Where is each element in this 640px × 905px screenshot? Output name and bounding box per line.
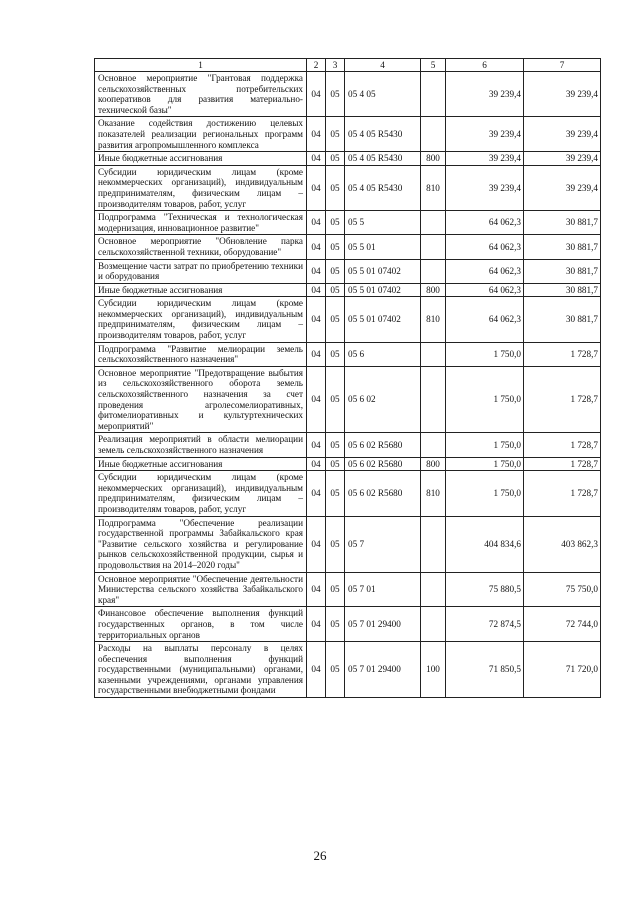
row-name: Иные бюджетные ассигнования (95, 457, 307, 471)
cell-col-3: 05 (326, 283, 345, 297)
cell-expense-type (421, 211, 446, 235)
cell-expense-type (421, 117, 446, 152)
cell-col-3: 05 (326, 211, 345, 235)
cell-amount-actual: 1 728,7 (524, 457, 601, 471)
table-row (95, 297, 601, 342)
header-col-5: 5 (421, 59, 446, 72)
cell-col-2: 04 (307, 607, 326, 642)
cell-col-2: 04 (307, 235, 326, 259)
cell-amount-actual: 403 862,3 (524, 516, 601, 572)
cell-target-code: 05 5 01 07402 (345, 259, 421, 283)
cell-col-3: 05 (326, 152, 345, 166)
header-col-6: 6 (446, 59, 524, 72)
cell-amount-actual: 30 881,7 (524, 211, 601, 235)
cell-col-3: 05 (326, 72, 345, 117)
cell-target-code: 05 7 01 29400 (345, 642, 421, 698)
cell-expense-type: 810 (421, 165, 446, 210)
row-name: Иные бюджетные ассигнования (95, 283, 307, 297)
table-row (95, 235, 601, 259)
cell-expense-type: 810 (421, 297, 446, 342)
row-name: Субсидии юридическим лицам (кроме некоммерческих организаций), индивидуальным предпринимателям, физическим лицам – производителям товаров, работ, услуг (95, 471, 307, 516)
cell-amount-plan: 64 062,3 (446, 259, 524, 283)
table-header-row (95, 59, 601, 72)
cell-amount-plan: 1 750,0 (446, 342, 524, 366)
cell-col-2: 04 (307, 259, 326, 283)
cell-target-code: 05 5 01 (345, 235, 421, 259)
table-row (95, 152, 601, 166)
table-row (95, 516, 601, 572)
header-col-4: 4 (345, 59, 421, 72)
cell-target-code: 05 4 05 R5430 (345, 165, 421, 210)
cell-col-3: 05 (326, 572, 345, 607)
cell-expense-type (421, 516, 446, 572)
cell-target-code: 05 5 01 07402 (345, 297, 421, 342)
cell-amount-actual: 72 744,0 (524, 607, 601, 642)
cell-col-2: 04 (307, 471, 326, 516)
cell-expense-type (421, 259, 446, 283)
cell-amount-actual: 30 881,7 (524, 235, 601, 259)
cell-col-3: 05 (326, 457, 345, 471)
cell-col-3: 05 (326, 516, 345, 572)
cell-expense-type (421, 366, 446, 433)
cell-amount-actual: 39 239,4 (524, 152, 601, 166)
cell-amount-plan: 75 880,5 (446, 572, 524, 607)
cell-col-3: 05 (326, 259, 345, 283)
table-row (95, 642, 601, 698)
row-name: Основное мероприятие "Предотвращение выбытия из сельскохозяйственного оборота земель сельскохозяйственного назначения за счет проведения агролесомелиоративных, фитомелиоративных и культуртехнических мероприятий" (95, 366, 307, 433)
cell-col-2: 04 (307, 283, 326, 297)
cell-col-2: 04 (307, 297, 326, 342)
header-col-1: 1 (95, 59, 307, 72)
cell-amount-actual: 1 728,7 (524, 366, 601, 433)
cell-target-code: 05 4 05 R5430 (345, 152, 421, 166)
row-name: Субсидии юридическим лицам (кроме некоммерческих организаций), индивидуальным предпринимателям, физическим лицам – производителям товаров, работ, услуг (95, 297, 307, 342)
cell-amount-plan: 71 850,5 (446, 642, 524, 698)
cell-expense-type (421, 607, 446, 642)
table-row (95, 471, 601, 516)
cell-col-2: 04 (307, 211, 326, 235)
cell-amount-plan: 64 062,3 (446, 211, 524, 235)
cell-amount-actual: 39 239,4 (524, 165, 601, 210)
table-row (95, 283, 601, 297)
cell-expense-type (421, 572, 446, 607)
cell-col-3: 05 (326, 366, 345, 433)
cell-col-2: 04 (307, 366, 326, 433)
cell-col-3: 05 (326, 433, 345, 457)
cell-col-3: 05 (326, 471, 345, 516)
row-name: Возмещение части затрат по приобретению техники и оборудования (95, 259, 307, 283)
cell-expense-type (421, 235, 446, 259)
cell-amount-actual: 1 728,7 (524, 342, 601, 366)
header-col-2: 2 (307, 59, 326, 72)
cell-col-2: 04 (307, 642, 326, 698)
cell-target-code: 05 7 01 29400 (345, 607, 421, 642)
row-name: Подпрограмма "Развитие мелиорации земель сельскохозяйственного назначения" (95, 342, 307, 366)
cell-target-code: 05 7 01 (345, 572, 421, 607)
table-row (95, 457, 601, 471)
cell-col-2: 04 (307, 72, 326, 117)
row-name: Расходы на выплаты персоналу в целях обеспечения выполнения функций государственными (муниципальными) органами, казенными учреждениями, органами управления государственными внебюджетными фондами (95, 642, 307, 698)
cell-col-3: 05 (326, 642, 345, 698)
document-page (94, 58, 600, 698)
cell-col-2: 04 (307, 342, 326, 366)
row-name: Иные бюджетные ассигнования (95, 152, 307, 166)
cell-amount-plan: 1 750,0 (446, 433, 524, 457)
cell-target-code: 05 5 (345, 211, 421, 235)
table-row (95, 607, 601, 642)
cell-target-code: 05 4 05 (345, 72, 421, 117)
row-name: Основное мероприятие "Обновление парка сельскохозяйственной техники, оборудование" (95, 235, 307, 259)
row-name: Подпрограмма "Обеспечение реализации государственной программы Забайкальского края "Развитие сельского хозяйства и регулирование рынков сельскохозяйственной продукции, сырья и продовольствия на 2014–2020 годы" (95, 516, 307, 572)
cell-amount-actual: 39 239,4 (524, 72, 601, 117)
cell-col-2: 04 (307, 572, 326, 607)
row-name: Основное мероприятие "Обеспечение деятельности Министерства сельского хозяйства Забайкальского края" (95, 572, 307, 607)
cell-expense-type: 800 (421, 152, 446, 166)
cell-amount-actual: 71 720,0 (524, 642, 601, 698)
cell-col-2: 04 (307, 165, 326, 210)
cell-target-code: 05 6 02 R5680 (345, 433, 421, 457)
cell-col-3: 05 (326, 297, 345, 342)
cell-amount-plan: 404 834,6 (446, 516, 524, 572)
cell-col-3: 05 (326, 117, 345, 152)
table-row (95, 572, 601, 607)
cell-amount-plan: 39 239,4 (446, 152, 524, 166)
cell-amount-plan: 64 062,3 (446, 283, 524, 297)
cell-col-2: 04 (307, 516, 326, 572)
cell-col-3: 05 (326, 342, 345, 366)
row-name: Подпрограмма "Техническая и технологическая модернизация, инновационное развитие" (95, 211, 307, 235)
table-row (95, 211, 601, 235)
cell-expense-type (421, 72, 446, 117)
cell-target-code: 05 6 02 R5680 (345, 457, 421, 471)
row-name: Финансовое обеспечение выполнения функций государственных органов, в том числе территориальных органов (95, 607, 307, 642)
table-row (95, 72, 601, 117)
cell-col-2: 04 (307, 457, 326, 471)
header-col-7: 7 (524, 59, 601, 72)
cell-col-3: 05 (326, 165, 345, 210)
cell-target-code: 05 6 02 (345, 366, 421, 433)
table-row (95, 366, 601, 433)
cell-expense-type: 800 (421, 283, 446, 297)
cell-amount-actual: 30 881,7 (524, 259, 601, 283)
table-row (95, 433, 601, 457)
cell-target-code: 05 6 (345, 342, 421, 366)
cell-expense-type (421, 342, 446, 366)
cell-amount-plan: 1 750,0 (446, 366, 524, 433)
cell-col-3: 05 (326, 235, 345, 259)
cell-amount-plan: 64 062,3 (446, 297, 524, 342)
cell-target-code: 05 4 05 R5430 (345, 117, 421, 152)
cell-expense-type: 100 (421, 642, 446, 698)
cell-amount-plan: 39 239,4 (446, 165, 524, 210)
table-row (95, 259, 601, 283)
budget-table (94, 58, 601, 698)
table-row (95, 342, 601, 366)
cell-amount-actual: 39 239,4 (524, 117, 601, 152)
cell-expense-type: 810 (421, 471, 446, 516)
cell-col-2: 04 (307, 433, 326, 457)
cell-amount-plan: 39 239,4 (446, 72, 524, 117)
cell-expense-type: 800 (421, 457, 446, 471)
cell-col-2: 04 (307, 117, 326, 152)
cell-target-code: 05 5 01 07402 (345, 283, 421, 297)
cell-amount-plan: 1 750,0 (446, 457, 524, 471)
cell-expense-type (421, 433, 446, 457)
cell-amount-actual: 1 728,7 (524, 433, 601, 457)
cell-amount-plan: 72 874,5 (446, 607, 524, 642)
cell-col-2: 04 (307, 152, 326, 166)
page-number: 26 (313, 848, 327, 863)
cell-amount-actual: 30 881,7 (524, 283, 601, 297)
cell-amount-plan: 64 062,3 (446, 235, 524, 259)
cell-amount-plan: 1 750,0 (446, 471, 524, 516)
table-row (95, 165, 601, 210)
cell-amount-actual: 75 750,0 (524, 572, 601, 607)
row-name: Реализация мероприятий в области мелиорации земель сельскохозяйственного назначения (95, 433, 307, 457)
cell-target-code: 05 7 (345, 516, 421, 572)
cell-target-code: 05 6 02 R5680 (345, 471, 421, 516)
cell-amount-actual: 1 728,7 (524, 471, 601, 516)
cell-amount-actual: 30 881,7 (524, 297, 601, 342)
row-name: Субсидии юридическим лицам (кроме некоммерческих организаций), индивидуальным предпринимателям, физическим лицам – производителям товаров, работ, услуг (95, 165, 307, 210)
header-col-3: 3 (326, 59, 345, 72)
row-name: Оказание содействия достижению целевых показателей реализации региональных программ развития агропромышленного комплекса (95, 117, 307, 152)
cell-col-3: 05 (326, 607, 345, 642)
row-name: Основное мероприятие "Грантовая поддержка сельскохозяйственных потребительских кооперативов для развития материально-технической базы" (95, 72, 307, 117)
cell-amount-plan: 39 239,4 (446, 117, 524, 152)
table-row (95, 117, 601, 152)
